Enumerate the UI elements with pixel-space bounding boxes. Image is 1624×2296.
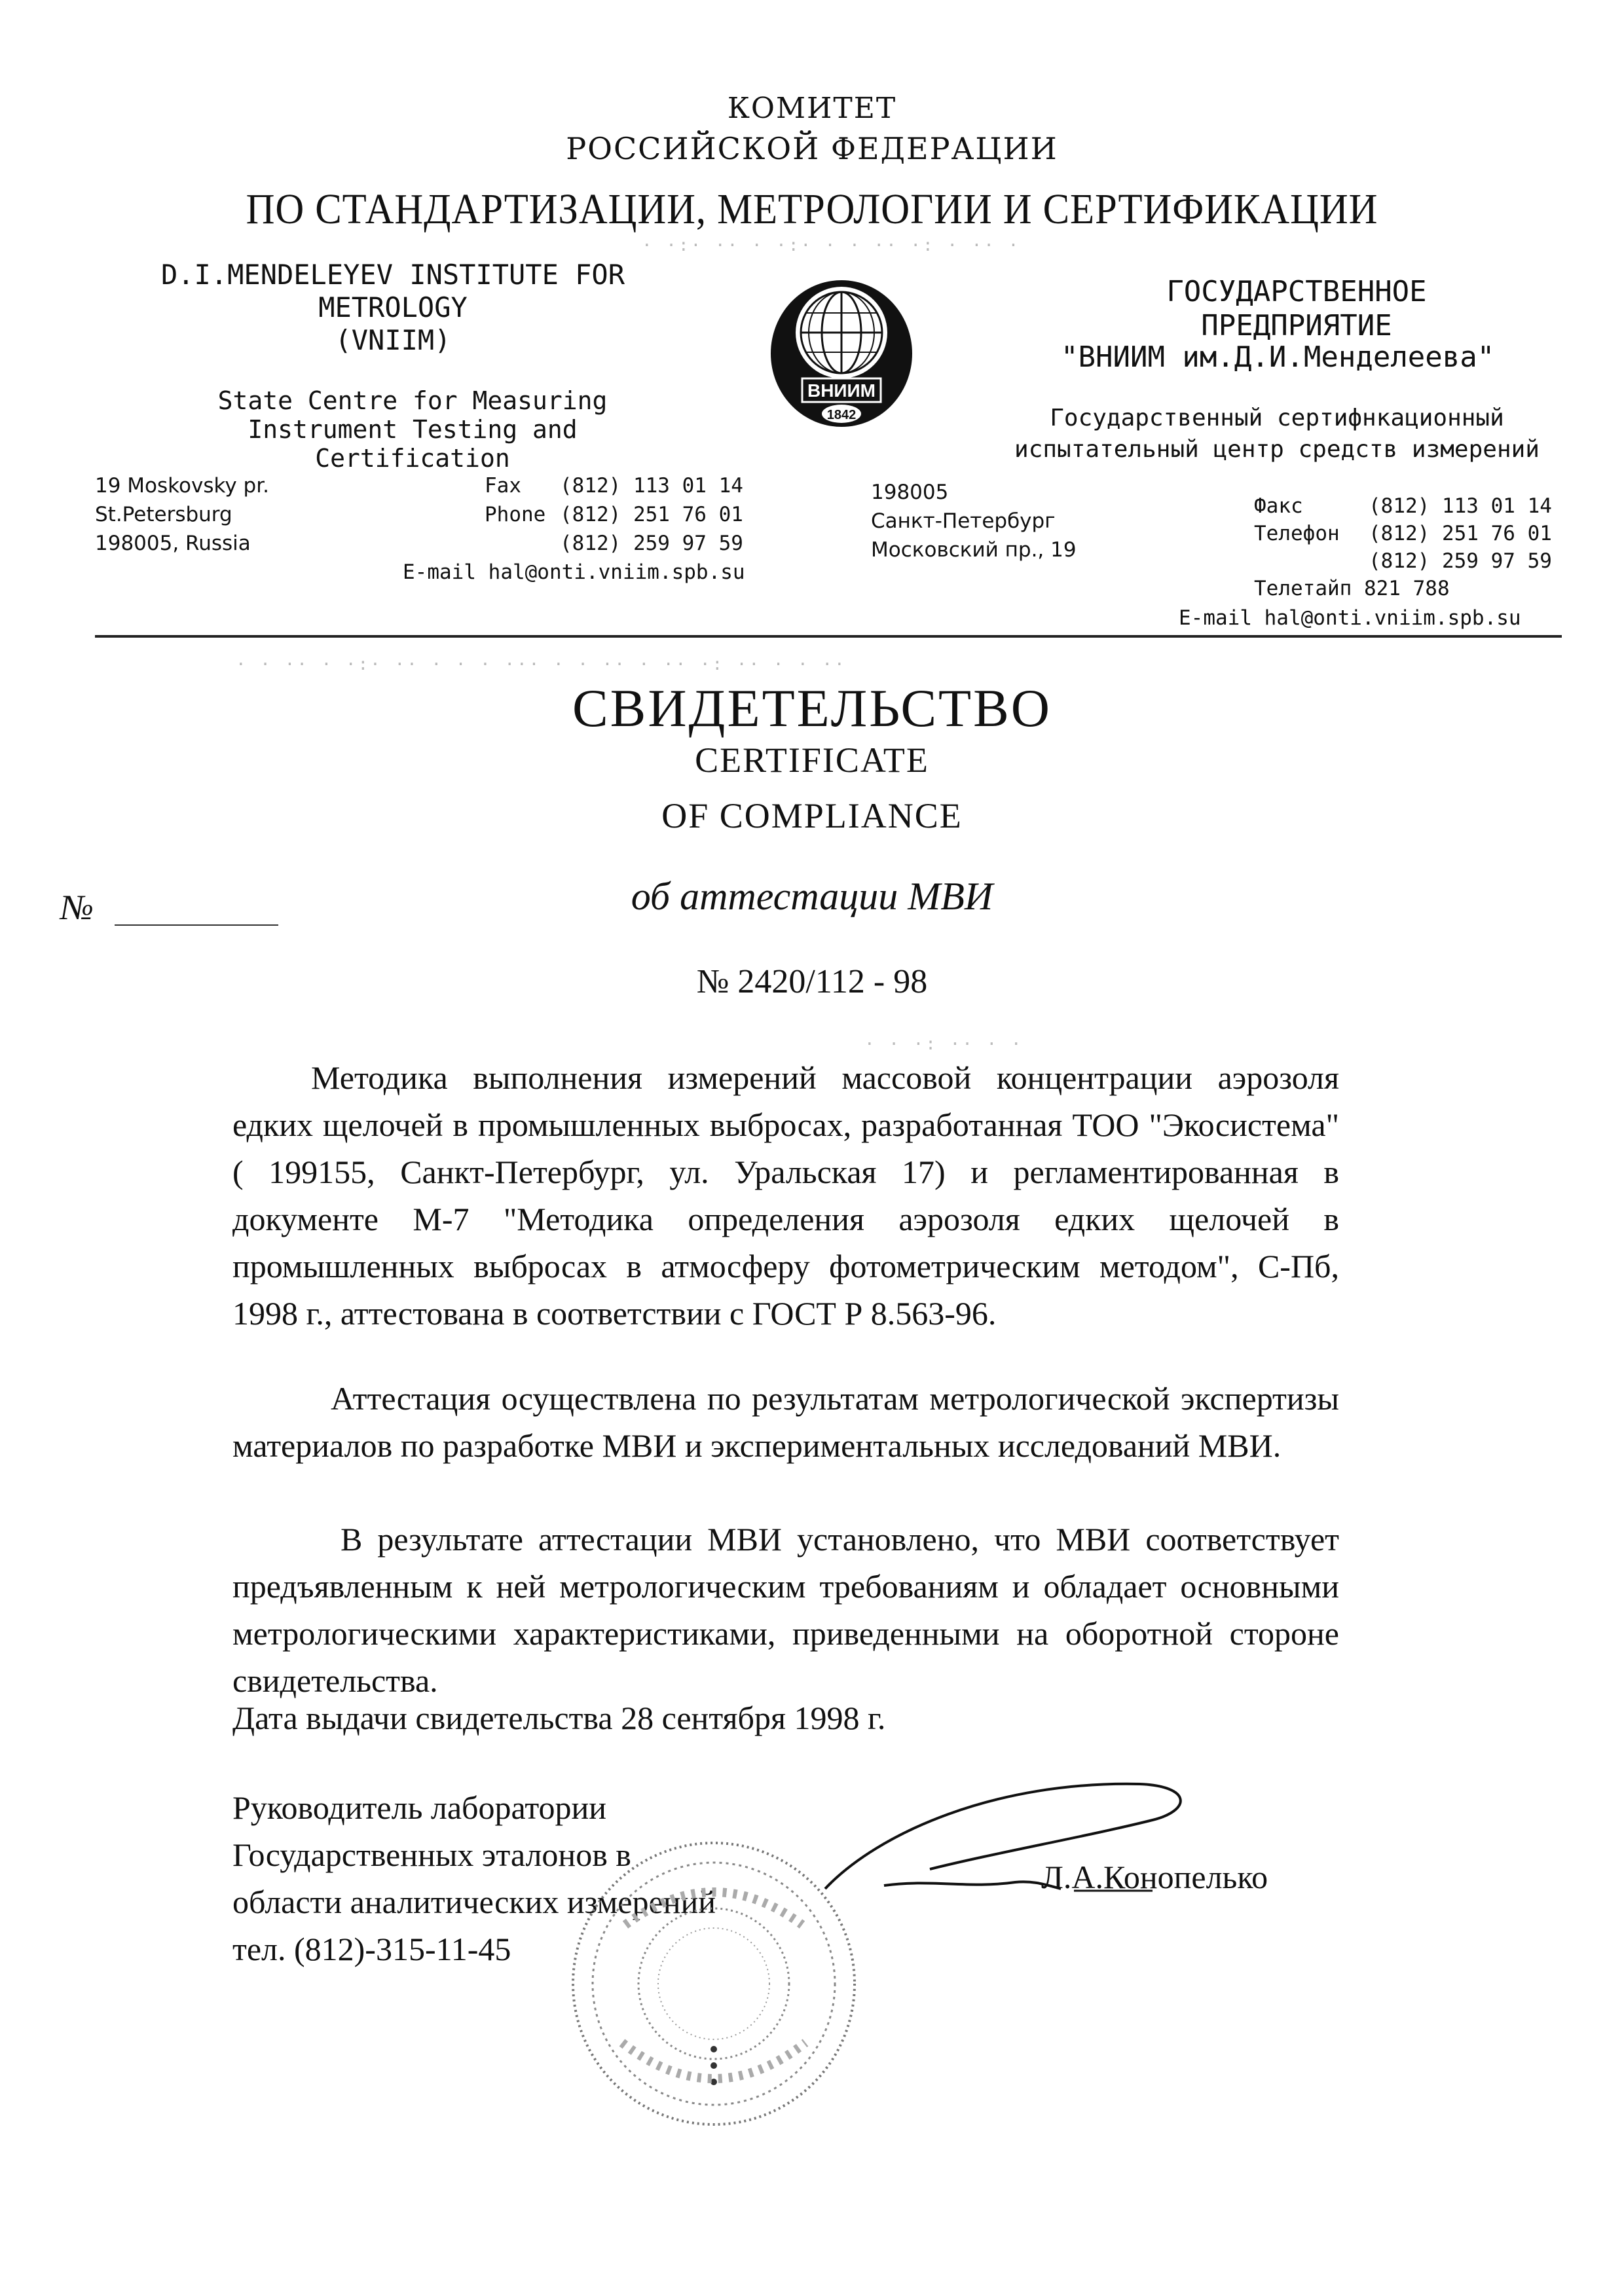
- address-ru: [871, 478, 1077, 564]
- phone-en-1: (812) 251 76 01: [560, 503, 743, 526]
- round-stamp: [563, 1833, 864, 2134]
- committee-line-2: РОССИЙСКОЙ ФЕДЕРАЦИИ: [566, 131, 1058, 166]
- signer-phone: тел. (812)-315-11-45: [232, 1931, 511, 1967]
- address-ru-city: Санкт-Петербург: [871, 509, 1056, 533]
- contacts-ru: [1254, 492, 1552, 602]
- vniim-logo-emblem: [763, 268, 920, 432]
- phone-ru-2: (812) 259 97 59: [1369, 549, 1552, 573]
- phone-label-en: Phone: [485, 503, 546, 526]
- logo-year: 1842: [826, 408, 857, 422]
- email-en-value: hal@onti.vniim.spb.su: [488, 560, 745, 584]
- address-en-postcode: 198005, Russia: [95, 532, 251, 555]
- state-centre-en-line-1: State Centre for Measuring: [217, 386, 608, 415]
- header-divider: [95, 635, 1562, 638]
- institute-ru-line-3: "ВНИИМ им.Д.И.Менделеева": [1061, 340, 1495, 374]
- certificate-subtitle: об аттестации МВИ: [631, 875, 993, 918]
- committee-line-3: ПО СТАНДАРТИЗАЦИИ, МЕТРОЛОГИИ И СЕРТИФИКАЦИИ: [246, 185, 1378, 233]
- state-centre-en-line-2: Instrument Testing and Certification: [248, 415, 578, 473]
- scan-noise: · · ·· · ·:· ·· · · · ··· · · ·· · ·· ·: ·· · · ··: [236, 655, 847, 674]
- email-ru: E-mail hal@onti.vniim.spb.su: [1179, 606, 1521, 630]
- fax-ru: (812) 113 01 14: [1369, 494, 1552, 518]
- state-centre-ru: [995, 403, 1559, 465]
- email-en: [403, 558, 745, 587]
- certificate-title-en-2: OF COMPLIANCE: [661, 796, 963, 835]
- phone-ru-1: (812) 251 76 01: [1369, 522, 1552, 545]
- phone-label-ru: Телефон: [1254, 522, 1340, 545]
- scan-noise: · · ·: ·· · ·: [864, 1034, 1024, 1054]
- email-label-en: E-mail: [403, 560, 476, 584]
- certificate-number: № 2420/112 - 98: [696, 963, 928, 1000]
- body-paragraph-3: В результате аттестации МВИ установлено, что МВИ соответствует предъявленным к ней метрологическим требованиям и обладает основными метрологическими характеристиками, приведенными на оборотной стороне свидетельства.: [232, 1521, 1339, 1699]
- certificate-title-en-1: CERTIFICATE: [695, 740, 929, 780]
- state-centre-en: [151, 386, 674, 473]
- vniim-logo: [763, 268, 920, 432]
- scan-noise: · ·:· ·· · ·:· · · ·· ·: · ·· ·: [642, 236, 1021, 255]
- fax-label-ru: Факс: [1254, 494, 1303, 518]
- logo-text: ВНИИМ: [807, 380, 876, 401]
- institute-name-ru: [1048, 275, 1545, 343]
- address-ru-postcode: 198005: [871, 481, 949, 504]
- institute-en-line-3: (VNIIM): [335, 324, 451, 356]
- address-ru-street: Московский пр., 19: [871, 538, 1077, 562]
- contacts-en: [485, 471, 743, 558]
- address-en: [95, 471, 269, 558]
- institute-en-line-2: METROLOGY: [318, 291, 468, 323]
- signer-title-line-1: Руководитель лаборатории: [232, 1789, 607, 1826]
- state-centre-ru-line-2: испытательный центр средств измерений: [1014, 436, 1540, 463]
- state-centre-ru-line-1: Государственный сертифнкационный: [1050, 405, 1504, 431]
- signer-name: Л.А.Конопелько: [1041, 1859, 1268, 1895]
- fax-label-en: Fax: [485, 474, 521, 498]
- institute-name-en: [92, 259, 694, 357]
- address-en-street: 19 Moskovsky pr.: [95, 474, 269, 498]
- phone-en-2: (812) 259 97 59: [560, 532, 743, 555]
- body-paragraph-2: Аттестация осуществлена по результатам метрологической экспертизы материалов по разработке МВИ и экспериментальных исследований МВИ.: [232, 1380, 1339, 1464]
- number-sign: №: [60, 888, 94, 927]
- address-en-city: St.Petersburg: [95, 503, 232, 526]
- number-blank-line: [115, 924, 278, 926]
- body-paragraph-1: Методика выполнения измерений массовой концентрации аэрозоля едких щелочей в промышленных выбросах, разработанная ТОО "Экосистема" ( 199155, Санкт-Петербург, ул. Уральская 17) и регламентированная в документе М-7 "Методика определения аэрозоля едких щелочей в промышленных выбросах в атмосферу фотометрическим методом", С-Пб, 1998 г., аттестована в соответствии с ГОСТ Р 8.563-96.: [232, 1059, 1339, 1332]
- committee-line-1: КОМИТЕТ: [727, 92, 897, 125]
- certificate-title: СВИДЕТЕЛЬСТВО: [572, 678, 1052, 738]
- signer-title-line-2: Государственных эталонов в: [232, 1836, 631, 1873]
- signer-title-line-3: области аналитических измерений: [232, 1884, 716, 1920]
- institute-en-line-1: D.I.MENDELEYEV INSTITUTE FOR: [160, 259, 625, 291]
- institute-ru-line-1: ГОСУДАРСТВЕННОЕ: [1166, 275, 1427, 308]
- fax-en: (812) 113 01 14: [560, 474, 743, 498]
- institute-ru-line-2: ПРЕДПРИЯТИЕ: [1201, 309, 1392, 342]
- teletype-ru: Телетайп 821 788: [1254, 577, 1450, 600]
- issue-date: Дата выдачи свидетельства 28 сентября 1998 г.: [232, 1700, 886, 1736]
